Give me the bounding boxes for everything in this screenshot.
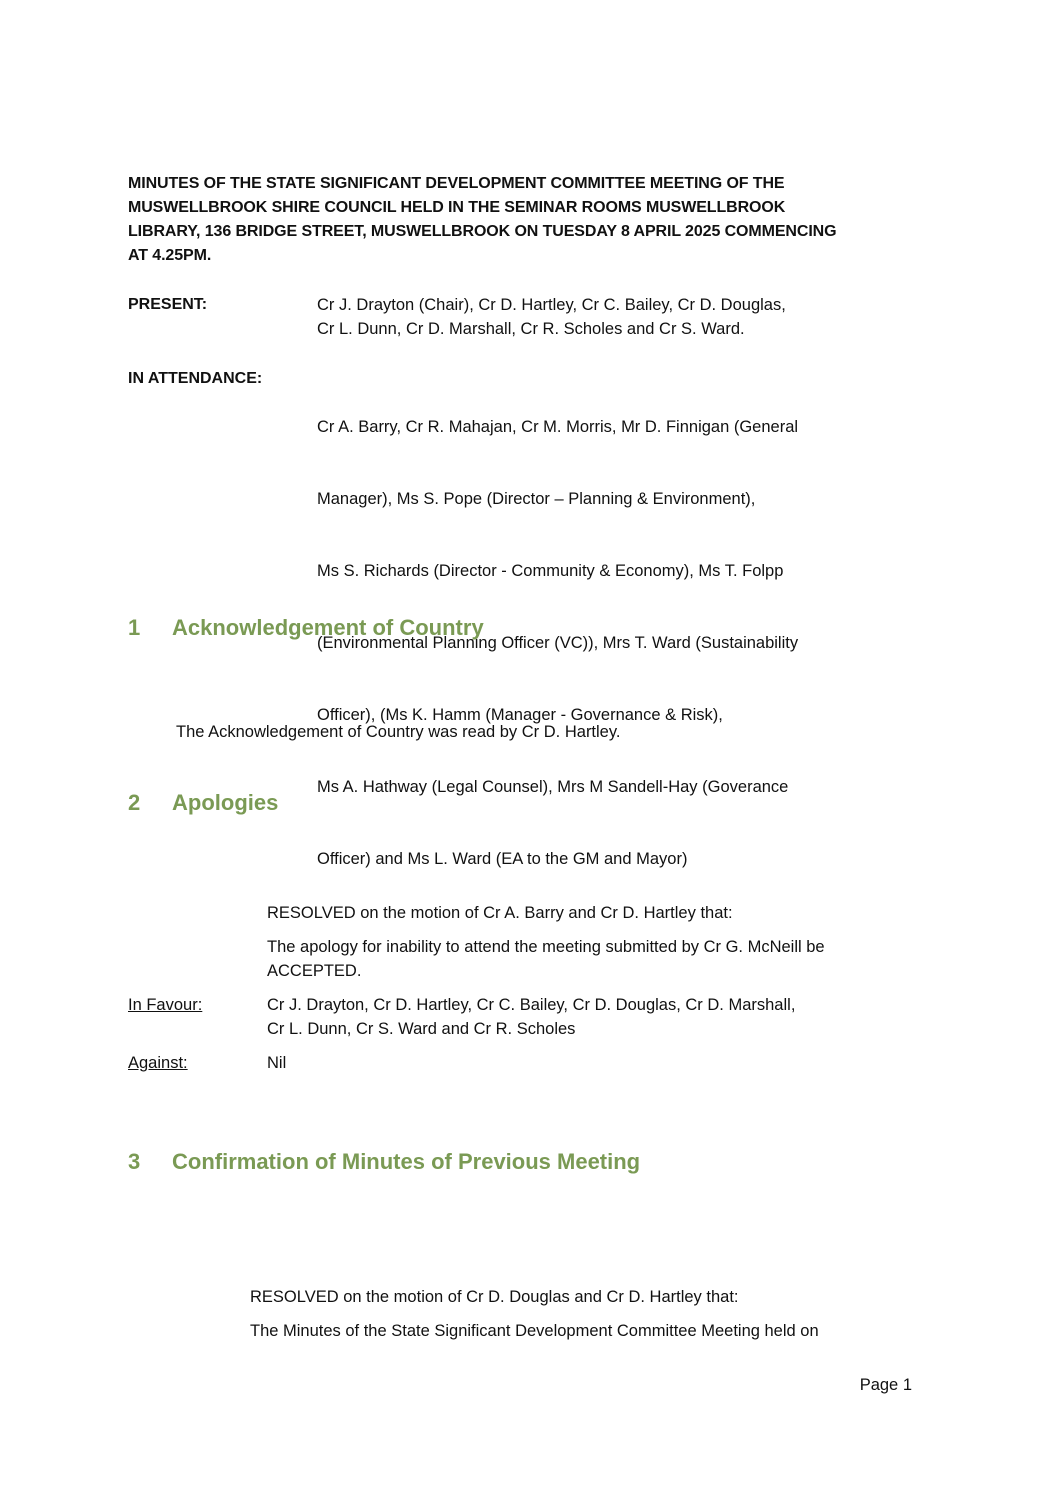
apologies-resolution: RESOLVED on the motion of Cr A. Barry and Cr D. Hartley that: xyxy=(267,904,733,922)
in-favour-line: Cr J. Drayton, Cr D. Hartley, Cr C. Bailey, Cr D. Douglas, Cr D. Marshall, xyxy=(267,996,796,1014)
section-1-heading xyxy=(128,613,484,643)
section-number: 1 xyxy=(128,615,141,640)
in-favour-label: In Favour: xyxy=(128,996,203,1014)
section-number: 2 xyxy=(128,790,141,815)
attendance-line: Ms A. Hathway (Legal Counsel), Mrs M Sandell-Hay (Goverance xyxy=(317,778,789,796)
attendance-line: Officer) and Ms L. Ward (EA to the GM and Mayor) xyxy=(317,850,688,868)
in-attendance-label: IN ATTENDANCE: xyxy=(128,370,263,387)
minutes-resolution: RESOLVED on the motion of Cr D. Douglas and Cr D. Hartley that: xyxy=(250,1288,739,1306)
minutes-body: The Minutes of the State Significant Development Committee Meeting held on xyxy=(250,1322,819,1340)
attendance-line: Ms S. Richards (Director - Community & Economy), Ms T. Folpp xyxy=(317,562,784,580)
attendance-line: Manager), Ms S. Pope (Director – Planning & Environment), xyxy=(317,490,756,508)
section-2-heading xyxy=(128,788,278,818)
section-number: 3 xyxy=(128,1149,141,1174)
title-line: MUSWELLBROOK SHIRE COUNCIL HELD IN THE SEMINAR ROOMS MUSWELLBROOK xyxy=(128,199,786,216)
present-line: Cr J. Drayton (Chair), Cr D. Hartley, Cr C. Bailey, Cr D. Douglas, xyxy=(317,296,786,314)
title-line: MINUTES OF THE STATE SIGNIFICANT DEVELOPMENT COMMITTEE MEETING OF THE xyxy=(128,175,785,192)
page-number: Page 1 xyxy=(859,1376,912,1394)
in-favour-line: Cr L. Dunn, Cr S. Ward and Cr R. Scholes xyxy=(267,1020,576,1038)
attendance-line: Officer), (Ms K. Hamm (Manager - Governance & Risk), xyxy=(317,706,723,724)
section-3-heading xyxy=(128,1147,640,1177)
apologies-body-line: ACCEPTED. xyxy=(267,962,362,980)
apologies-body-line: The apology for inability to attend the meeting submitted by Cr G. McNeill be xyxy=(267,938,825,956)
present-line: Cr L. Dunn, Cr D. Marshall, Cr R. Scholes and Cr S. Ward. xyxy=(317,320,745,338)
section-title: Acknowledgement of Country xyxy=(172,615,484,640)
document-title xyxy=(128,172,948,268)
title-line: AT 4.25PM. xyxy=(128,247,212,264)
attendance-line: (Environmental Planning Officer (VC)), Mrs T. Ward (Sustainability xyxy=(317,634,799,652)
present-label: PRESENT: xyxy=(128,296,208,313)
title-line: LIBRARY, 136 BRIDGE STREET, MUSWELLBROOK ON TUESDAY 8 APRIL 2025 COMMENCING xyxy=(128,223,837,240)
section-title: Confirmation of Minutes of Previous Meeting xyxy=(172,1149,641,1174)
in-attendance-list xyxy=(317,367,798,919)
against-value: Nil xyxy=(267,1054,287,1072)
acknowledgement-text: The Acknowledgement of Country was read by Cr D. Hartley. xyxy=(176,723,621,741)
against-label: Against: xyxy=(128,1054,188,1072)
present-list xyxy=(317,293,786,341)
section-title: Apologies xyxy=(172,790,279,815)
attendance-line: Cr A. Barry, Cr R. Mahajan, Cr M. Morris, Mr D. Finnigan (General xyxy=(317,418,799,436)
